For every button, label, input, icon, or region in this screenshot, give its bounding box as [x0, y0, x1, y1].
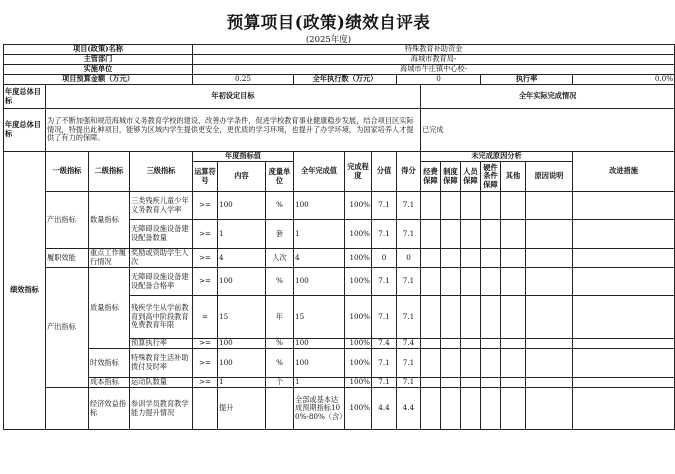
group-quality: 质量指标: [89, 268, 130, 349]
col-reason-system: 制度保障: [441, 162, 461, 192]
indicator-name: 无障碍设施设备建设配备数量: [130, 220, 193, 249]
indicator-score: 4.4: [397, 388, 421, 430]
indicator-op: >=: [193, 220, 218, 249]
indicator-unit: [266, 388, 294, 430]
indicator-score: 7.1: [397, 296, 421, 339]
table-row: [4, 349, 675, 378]
indicator-score-value: 7.1: [372, 268, 397, 296]
col-improve: 改进措施: [573, 152, 675, 192]
indicator-op: >=: [193, 349, 218, 378]
indicator-content: 100: [218, 349, 266, 378]
col-score-value: 分值: [372, 152, 397, 192]
goal-header-label: 年度总体目标: [4, 85, 46, 109]
info-row-unit: [4, 65, 675, 75]
indicator-score: 7.1: [397, 378, 421, 388]
indicator-unit: 人次: [266, 249, 294, 268]
col-content: 内容: [218, 162, 266, 192]
indicator-score: 0: [397, 249, 421, 268]
project-name-label: 项目(政策)名称: [4, 45, 193, 55]
indicator-done: 全部或基本达成预期指标100%-80%（含）: [294, 388, 345, 430]
indicator-score-value: 7.1: [372, 349, 397, 378]
indicator-content: 1: [218, 378, 266, 388]
col-reason-staff: 人员保障: [461, 162, 481, 192]
indicator-op: >=: [193, 268, 218, 296]
group-econ: 经济效益指标: [89, 388, 130, 430]
col-reason-funding: 经费保障: [421, 162, 441, 192]
unit-value: 海城市牛庄镇中心校-: [193, 65, 675, 75]
indicator-content: 15: [218, 296, 266, 339]
group-output-2: 产出指标: [46, 268, 89, 388]
info-row-name: [4, 45, 675, 55]
unit-label: 实施单位: [4, 65, 193, 75]
evaluation-table: [3, 44, 675, 430]
col-degree: 完成程度: [345, 152, 372, 192]
goal-initial-text: 为了不断加强和规范海城市义务教育学校的建设，改善办学条件，促进学校教育事业健康稳步发展，结合项目区实际情况，特提出此种项目，能够为区域内学生提供更安全，更优质的学习环境，也提升了办学环境，为国家培养人才提供了有力的保障。: [46, 109, 421, 152]
indicator-done: 15: [294, 296, 345, 339]
group-performance: 履职效能: [46, 249, 89, 268]
indicator-done: 1: [294, 378, 345, 388]
indicator-content: 100: [218, 268, 266, 296]
col-reason-hardware: 硬件条件保障: [481, 162, 501, 192]
indicator-name: 三类残疾儿童少年义务教育入学率: [130, 192, 193, 220]
indicator-op: >=: [193, 249, 218, 268]
rate-value: 0.0%: [573, 75, 675, 85]
col-level2: 二级指标: [89, 152, 130, 192]
indicator-degree: 100%: [345, 349, 372, 378]
indicator-unit: %: [266, 192, 294, 220]
indicator-degree: 100%: [345, 268, 372, 296]
indicator-header-row1: [4, 152, 675, 162]
col-level1: 一级指标: [46, 152, 89, 192]
indicator-name: 无障碍设施设备建设配备合格率: [130, 268, 193, 296]
goal-header-row: [4, 85, 675, 109]
indicator-content: 4: [218, 249, 266, 268]
exec-label: 全年执行数（万元）: [294, 75, 397, 85]
col-target-group: 年度指标值: [193, 152, 294, 162]
goal-actual-text: 已完成: [421, 109, 675, 152]
table-row: [4, 268, 675, 296]
indicator-name: 特殊教育生活补助拨付及时率: [130, 349, 193, 378]
col-level3: 三级指标: [130, 152, 193, 192]
indicator-score-value: 7.1: [372, 220, 397, 249]
project-name-value: 特殊教育补助资金: [193, 45, 675, 55]
group-key-work: 重点工作履行情况: [89, 249, 130, 268]
table-row: [4, 249, 675, 268]
indicator-done: 1: [294, 220, 345, 249]
indicator-name: 奖励或资助学生人次: [130, 249, 193, 268]
rate-label: 执行率: [481, 75, 573, 85]
indicator-score: 7.1: [397, 192, 421, 220]
indicator-unit: %: [266, 268, 294, 296]
group-output: 产出指标: [46, 192, 89, 249]
indicator-name: 预算执行率: [130, 339, 193, 349]
indicator-op: >=: [193, 192, 218, 220]
goal-initial-label: 年初设定目标: [46, 85, 421, 109]
indicator-score: 7.1: [397, 268, 421, 296]
indicator-score-value: 7.1: [372, 296, 397, 339]
indicator-unit: %: [266, 339, 294, 349]
goal-content-row: [4, 109, 675, 152]
indicator-degree: 100%: [345, 388, 372, 430]
indicator-degree: 100%: [345, 249, 372, 268]
indicator-name: 运动队数量: [130, 378, 193, 388]
indicator-op: >=: [193, 339, 218, 349]
goal-actual-label: 全年实际完成情况: [421, 85, 675, 109]
indicator-unit: 年: [266, 296, 294, 339]
indicator-degree: 100%: [345, 378, 372, 388]
indicator-score: 7.4: [397, 339, 421, 349]
indicator-done: 4: [294, 249, 345, 268]
indicator-score-value: 7.1: [372, 378, 397, 388]
col-done-value: 全年完成值: [294, 152, 345, 192]
table-row: [4, 388, 675, 430]
col-op: 运算符号: [193, 162, 218, 192]
indicator-degree: 100%: [345, 192, 372, 220]
col-score: 得分: [397, 152, 421, 192]
indicator-op: >=: [193, 378, 218, 388]
indicators-section-label: 绩效指标: [4, 152, 46, 430]
col-reason-other: 其他: [501, 162, 526, 192]
indicator-name: 残疾学生从学前教育到高中阶段教育免费教育年限: [130, 296, 193, 339]
budget-label: 项目预算金额（万元）: [4, 75, 193, 85]
indicator-content: 1: [218, 220, 266, 249]
indicator-unit: 套: [266, 220, 294, 249]
indicator-done: 100: [294, 349, 345, 378]
indicator-name: 参训学员教育教学能力提升情况: [130, 388, 193, 430]
budget-value: 0.25: [193, 75, 294, 85]
goal-row-label: 年度总体目标: [4, 109, 46, 152]
indicator-score-value: 7.1: [372, 192, 397, 220]
col-reason-note: 原因说明: [526, 162, 573, 192]
indicator-content: 100: [218, 339, 266, 349]
indicator-score-value: 4.4: [372, 388, 397, 430]
group-quantity: 数量指标: [89, 192, 130, 249]
info-row-budget: [4, 75, 675, 85]
indicator-unit: %: [266, 349, 294, 378]
dept-value: 海城市教育局-: [193, 55, 675, 65]
col-unit: 度量单位: [266, 162, 294, 192]
indicator-content: 提升: [218, 388, 266, 430]
indicator-score: 7.1: [397, 349, 421, 378]
page-title: 预算项目(政策)绩效自评表: [226, 13, 431, 32]
indicator-degree: 100%: [345, 339, 372, 349]
indicator-op: =: [193, 296, 218, 339]
col-reason-group: 未完成原因分析: [421, 152, 573, 162]
indicator-done: 100: [294, 339, 345, 349]
table-row: [4, 378, 675, 388]
group-cost: 成本指标: [89, 378, 130, 388]
info-row-dept: [4, 55, 675, 65]
indicator-score: 7.1: [397, 220, 421, 249]
indicator-op: [193, 388, 218, 430]
dept-label: 主管部门: [4, 55, 193, 65]
year-subtitle: (2025年度): [305, 35, 352, 45]
table-row: [4, 192, 675, 220]
indicator-degree: 100%: [345, 296, 372, 339]
indicator-done: 100: [294, 268, 345, 296]
indicator-degree: 100%: [345, 220, 372, 249]
indicator-score-value: 7.4: [372, 339, 397, 349]
indicator-score-value: 0: [372, 249, 397, 268]
group-timeliness: 时效指标: [89, 349, 130, 378]
indicator-content: 100: [218, 192, 266, 220]
indicator-done: 100: [294, 192, 345, 220]
exec-value: 0: [397, 75, 481, 85]
indicator-unit: 个: [266, 378, 294, 388]
